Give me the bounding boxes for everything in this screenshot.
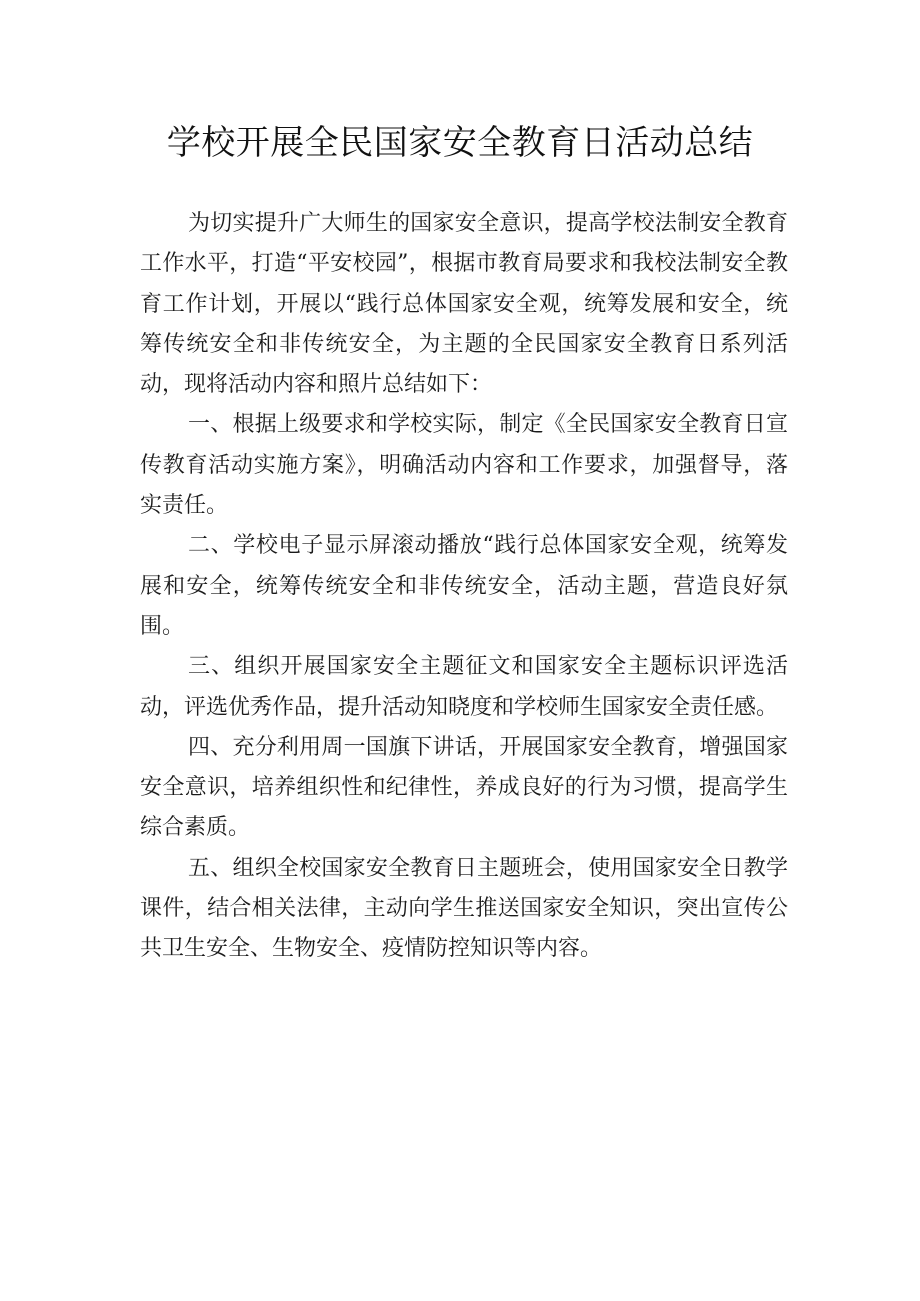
paragraph-item-2: 二、学校电子显示屏滚动播放“践行总体国家安全观，统筹发展和安全，统筹传统安全和非传统安全，活动主题，营造良好氛围。 bbox=[140, 533, 788, 639]
document-title: 学校开展全民国家安全教育日活动总结 bbox=[166, 123, 754, 163]
paragraph-item-5: 五、组织全校国家安全教育日主题班会，使用国家安全日教学课件，结合相关法律，主动向学生推送国家安全知识，突出宣传公共卫生安全、生物安全、疫情防控知识等内容。 bbox=[140, 855, 788, 962]
paragraph-item-4: 四、充分利用周一国旗下讲话，开展国家安全教育，增强国家安全意识，培养组织性和纪律性，养成良好的行为习惯，提高学生综合素质。 bbox=[140, 734, 788, 841]
document-body bbox=[140, 204, 788, 970]
paragraph-item-3: 三、组织开展国家安全主题征文和国家安全主题标识评选活动，评选优秀作品，提升活动知晓度和学校师生国家安全责任感。 bbox=[140, 654, 788, 720]
paragraph-intro: 为切实提升广大师生的国家安全意识，提高学校法制安全教育工作水平，打造“平安校园”，根据市教育局要求和我校法制安全教育工作计划，开展以“践行总体国家安全观，统筹发展和安全，统筹传统安全和非传统安全，为主题的全民国家安全教育日系列活动，现将活动内容和照片总结如下： bbox=[140, 211, 788, 398]
paragraph-item-1: 一、根据上级要求和学校实际，制定《全民国家安全教育日宣传教育活动实施方案》，明确活动内容和工作要求，加强督导，落实责任。 bbox=[140, 412, 788, 519]
